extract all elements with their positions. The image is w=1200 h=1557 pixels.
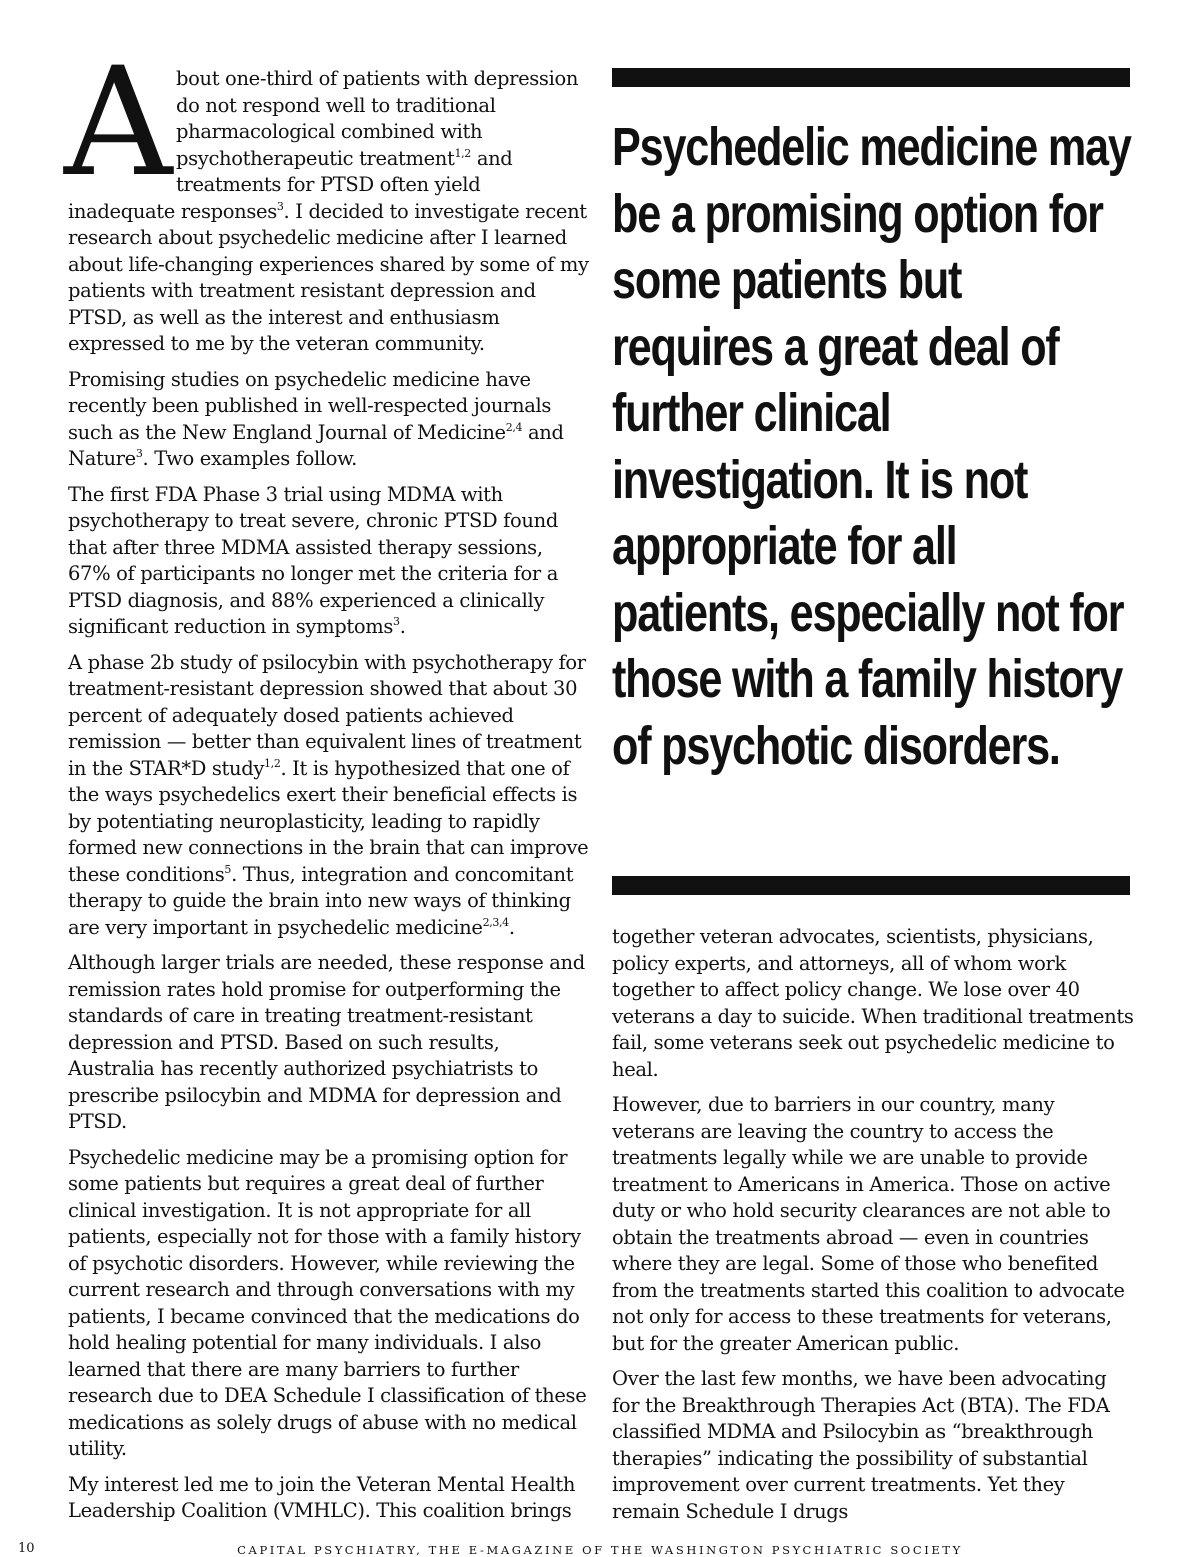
paragraph-trials: Although larger trials are needed, these response and remission rates hold promise for outperforming the standards of care in treating treatment-resistant depression and PTSD. Based on such results, Australia has recently authorized psychiatrists to prescribe psilocybin and MDMA for depression and PTSD. bbox=[68, 951, 585, 1133]
citation: 1,2 bbox=[264, 756, 281, 770]
paragraph-text: . I decided to investigate recent research about psychedelic medicine after I learned about life-changing experiences shared by some of my patients with treatment resistant depression and PTSD, as well as the interest and enthusiasm expressed to me by the veteran community. bbox=[68, 199, 589, 355]
citation: 3 bbox=[276, 199, 284, 213]
citation: 2,3,4 bbox=[482, 915, 509, 929]
paragraph-text: . It is hypothesized that one of the ways psychedelics exert their beneficial effects is by potentiating neuroplasticity, leading to rapidly formed new connections in the brain that can improve these conditions bbox=[68, 756, 589, 886]
paragraph-text: . Thus, integration and concomitant therapy to guide the brain into new ways of thinking are very important in psychedelic medicine bbox=[68, 862, 574, 939]
citation: 3 bbox=[393, 615, 400, 628]
pullquote-top-rule bbox=[612, 68, 1130, 87]
article-left-column bbox=[64, 36, 590, 1534]
paragraph-text: and treatments for PTSD often yield inadequate responses bbox=[68, 146, 513, 223]
paragraph-bta: Over the last few months, we have been advocating for the Breakthrough Therapies Act (BTA). The FDA classified MDMA and Psilocybin as “breakthrough therapies” indicating the possibility of substantial improvement over current treatments. Yet they remain Schedule I drugs bbox=[612, 1367, 1110, 1523]
pullquote: Psychedelic medicine may be a promising option for some patients but requires a great deal of further clinical investigation. It is not appropriate for all patients, especially not for those with a family history of psychotic disorders. bbox=[612, 117, 1131, 776]
paragraph-psilocybin-study bbox=[68, 650, 590, 942]
paragraph-text: . Two examples follow. bbox=[142, 447, 358, 470]
citation: 2,4 bbox=[505, 420, 523, 434]
paragraph-text: Promising studies on psychedelic medicine have recently been published in well-respected journals such as the New England Journal of Medicine bbox=[68, 367, 552, 444]
article-right-column bbox=[612, 924, 1137, 1534]
citation: 3 bbox=[135, 447, 143, 460]
pullquote-bottom-rule bbox=[612, 876, 1130, 895]
drop-cap: A bbox=[64, 36, 172, 210]
paragraph-text: and Nature bbox=[68, 420, 564, 470]
paragraph-mdma-trial bbox=[68, 482, 590, 641]
paragraph-text: bout one-third of patients with depression do not respond well to traditional pharmacological combined with psychotherapeutic treatment bbox=[175, 67, 579, 170]
citation: 1,2 bbox=[454, 146, 471, 160]
paragraph-text: A phase 2b study of psilocybin with psychotherapy for treatment-resistant depression showed that about 30 percent of adequately dosed patients achieved remission — better than equivalent lines of treatment in the STAR*D study bbox=[68, 650, 586, 780]
page-number: 10 bbox=[18, 1541, 35, 1556]
paragraph-veterans: together veteran advocates, scientists, physicians, policy experts, and attorneys, all of whom work together to affect policy change. We lose over 40 veterans a day to suicide. When traditional treatments fail, some veterans seek out psychedelic medicine to heal. bbox=[612, 925, 1134, 1081]
citation: 5 bbox=[224, 862, 232, 876]
paragraph-intro bbox=[64, 36, 590, 358]
paragraph-journals bbox=[68, 367, 590, 473]
paragraph-vmhlc: My interest led me to join the Veteran Mental Health Leadership Coalition (VMHLC). This coalition brings bbox=[68, 1472, 576, 1522]
paragraph-text: The first FDA Phase 3 trial using MDMA with psychotherapy to treat severe, chronic PTSD found that after three MDMA assisted therapy sessions, 67% of participants no longer met the criteria for a PTSD diagnosis, and 88% experienced a clinically significant reduction in symptoms bbox=[68, 482, 558, 638]
publication-footer: CAPITAL PSYCHIATRY, THE E-MAGAZINE OF THE WASHINGTON PSYCHIATRIC SOCIETY bbox=[237, 1543, 963, 1557]
paragraph-text: . bbox=[399, 615, 406, 638]
paragraph-text: . bbox=[508, 915, 515, 939]
paragraph-promising-option: Psychedelic medicine may be a promising option for some patients but requires a great deal of further clinical investigation. It is not appropriate for all patients, especially not for those with a family history of psychotic disorders. However, while reviewing the current research and through conversations with my patients, I became convinced that the medications do hold healing potential for many individuals. I also learned that there are many barriers to further research due to DEA Schedule I classification of these medications as solely drugs of abuse with no medical utility. bbox=[68, 1145, 587, 1460]
paragraph-barriers: However, due to barriers in our country, many veterans are leaving the country to access the treatments legally while we are unable to provide treatment to Americans in America. Those on active duty or who hold security clearances are not able to obtain the treatments abroad — even in countries where they are legal. Some of those who benefited from the treatments started this coalition to advocate not only for access to these treatments for veterans, but for the greater American public. bbox=[612, 1093, 1125, 1355]
